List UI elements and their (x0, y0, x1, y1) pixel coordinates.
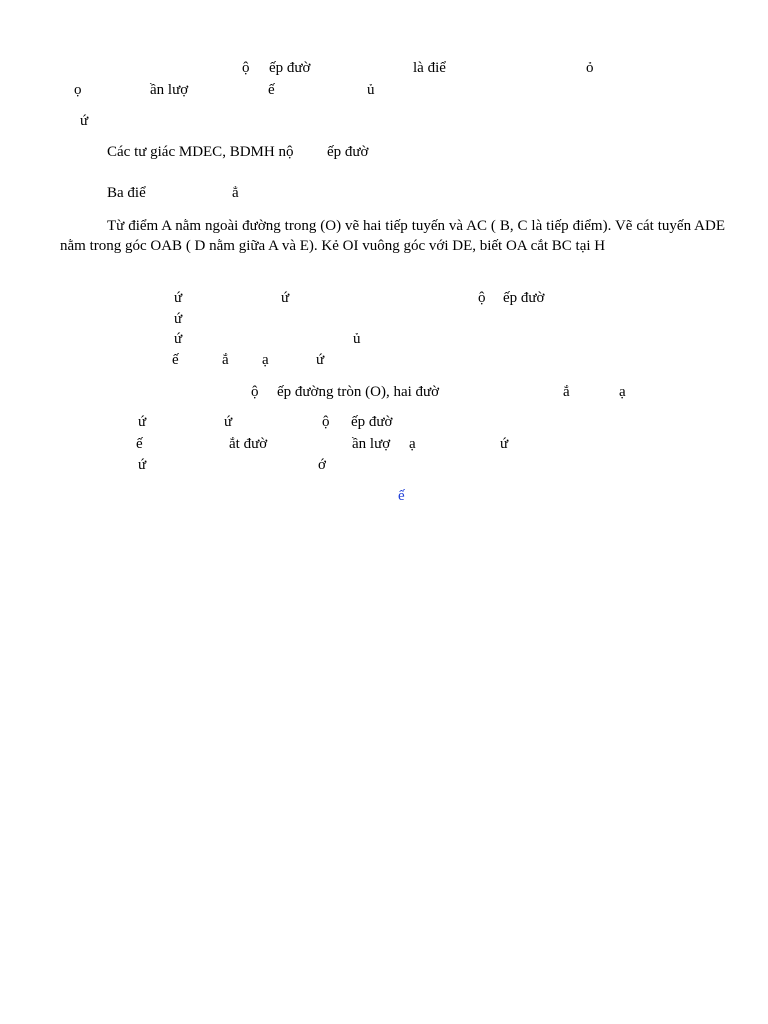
text-fragment: ộ (478, 290, 486, 306)
text-fragment: ắ (222, 352, 229, 368)
text-fragment: ủ (353, 331, 361, 347)
text-fragment: ần lượ (150, 82, 189, 98)
text-fragment: ứ (224, 414, 233, 430)
text-fragment: ế (268, 82, 275, 98)
text-fragment: ỏ (586, 60, 594, 76)
text-fragment: ứ (138, 414, 147, 430)
text-fragment: ứ (174, 331, 183, 347)
text-fragment: ộ (242, 60, 250, 76)
text-fragment: ủ (367, 82, 375, 98)
text-fragment: ế (172, 352, 179, 368)
text-fragment: ứ (138, 457, 147, 473)
text-fragment: ạ (409, 436, 416, 452)
text-line: Các tư giác MDEC, BDMH nộ (107, 144, 294, 160)
text-fragment: ớ (318, 457, 326, 473)
text-fragment: ứ (80, 113, 89, 129)
link-fragment[interactable]: ế (398, 488, 405, 504)
text-fragment: ứ (174, 290, 183, 306)
text-fragment: ứ (316, 352, 325, 368)
text-fragment: ứ (500, 436, 509, 452)
text-fragment: là điể (413, 60, 446, 76)
text-fragment: ọ (74, 82, 82, 98)
text-fragment: ộ (322, 414, 330, 430)
text-fragment: ứ (281, 290, 290, 306)
text-fragment: ế (136, 436, 143, 452)
text-fragment: ộ (251, 384, 259, 400)
text-fragment: ếp đường tròn (O), hai đườ (277, 384, 440, 400)
text-fragment: ẳ (232, 185, 239, 201)
text-line: Ba điể (107, 185, 146, 201)
text-fragment: ếp đườ (269, 60, 311, 76)
text-fragment: ần lượ (352, 436, 391, 452)
problem-paragraph: Từ điểm A nằm ngoài đường trong (O) vẽ hai tiếp tuyến và AC ( B, C là tiếp điểm). Vẽ cát tuyến ADE nằm trong góc OAB ( D nằm giữa A và E). Kẻ OI vuông góc với DE, biết OA cắt BC tại H (60, 218, 725, 254)
text-fragment: ắt đườ (229, 436, 268, 452)
text-fragment: ứ (174, 311, 183, 327)
text-fragment: ếp đườ (503, 290, 545, 306)
text-fragment: ếp đườ (327, 144, 369, 160)
text-fragment: ắ (563, 384, 570, 400)
text-fragment: ạ (619, 384, 626, 400)
text-fragment: ạ (262, 352, 269, 368)
text-fragment: ếp đườ (351, 414, 393, 430)
